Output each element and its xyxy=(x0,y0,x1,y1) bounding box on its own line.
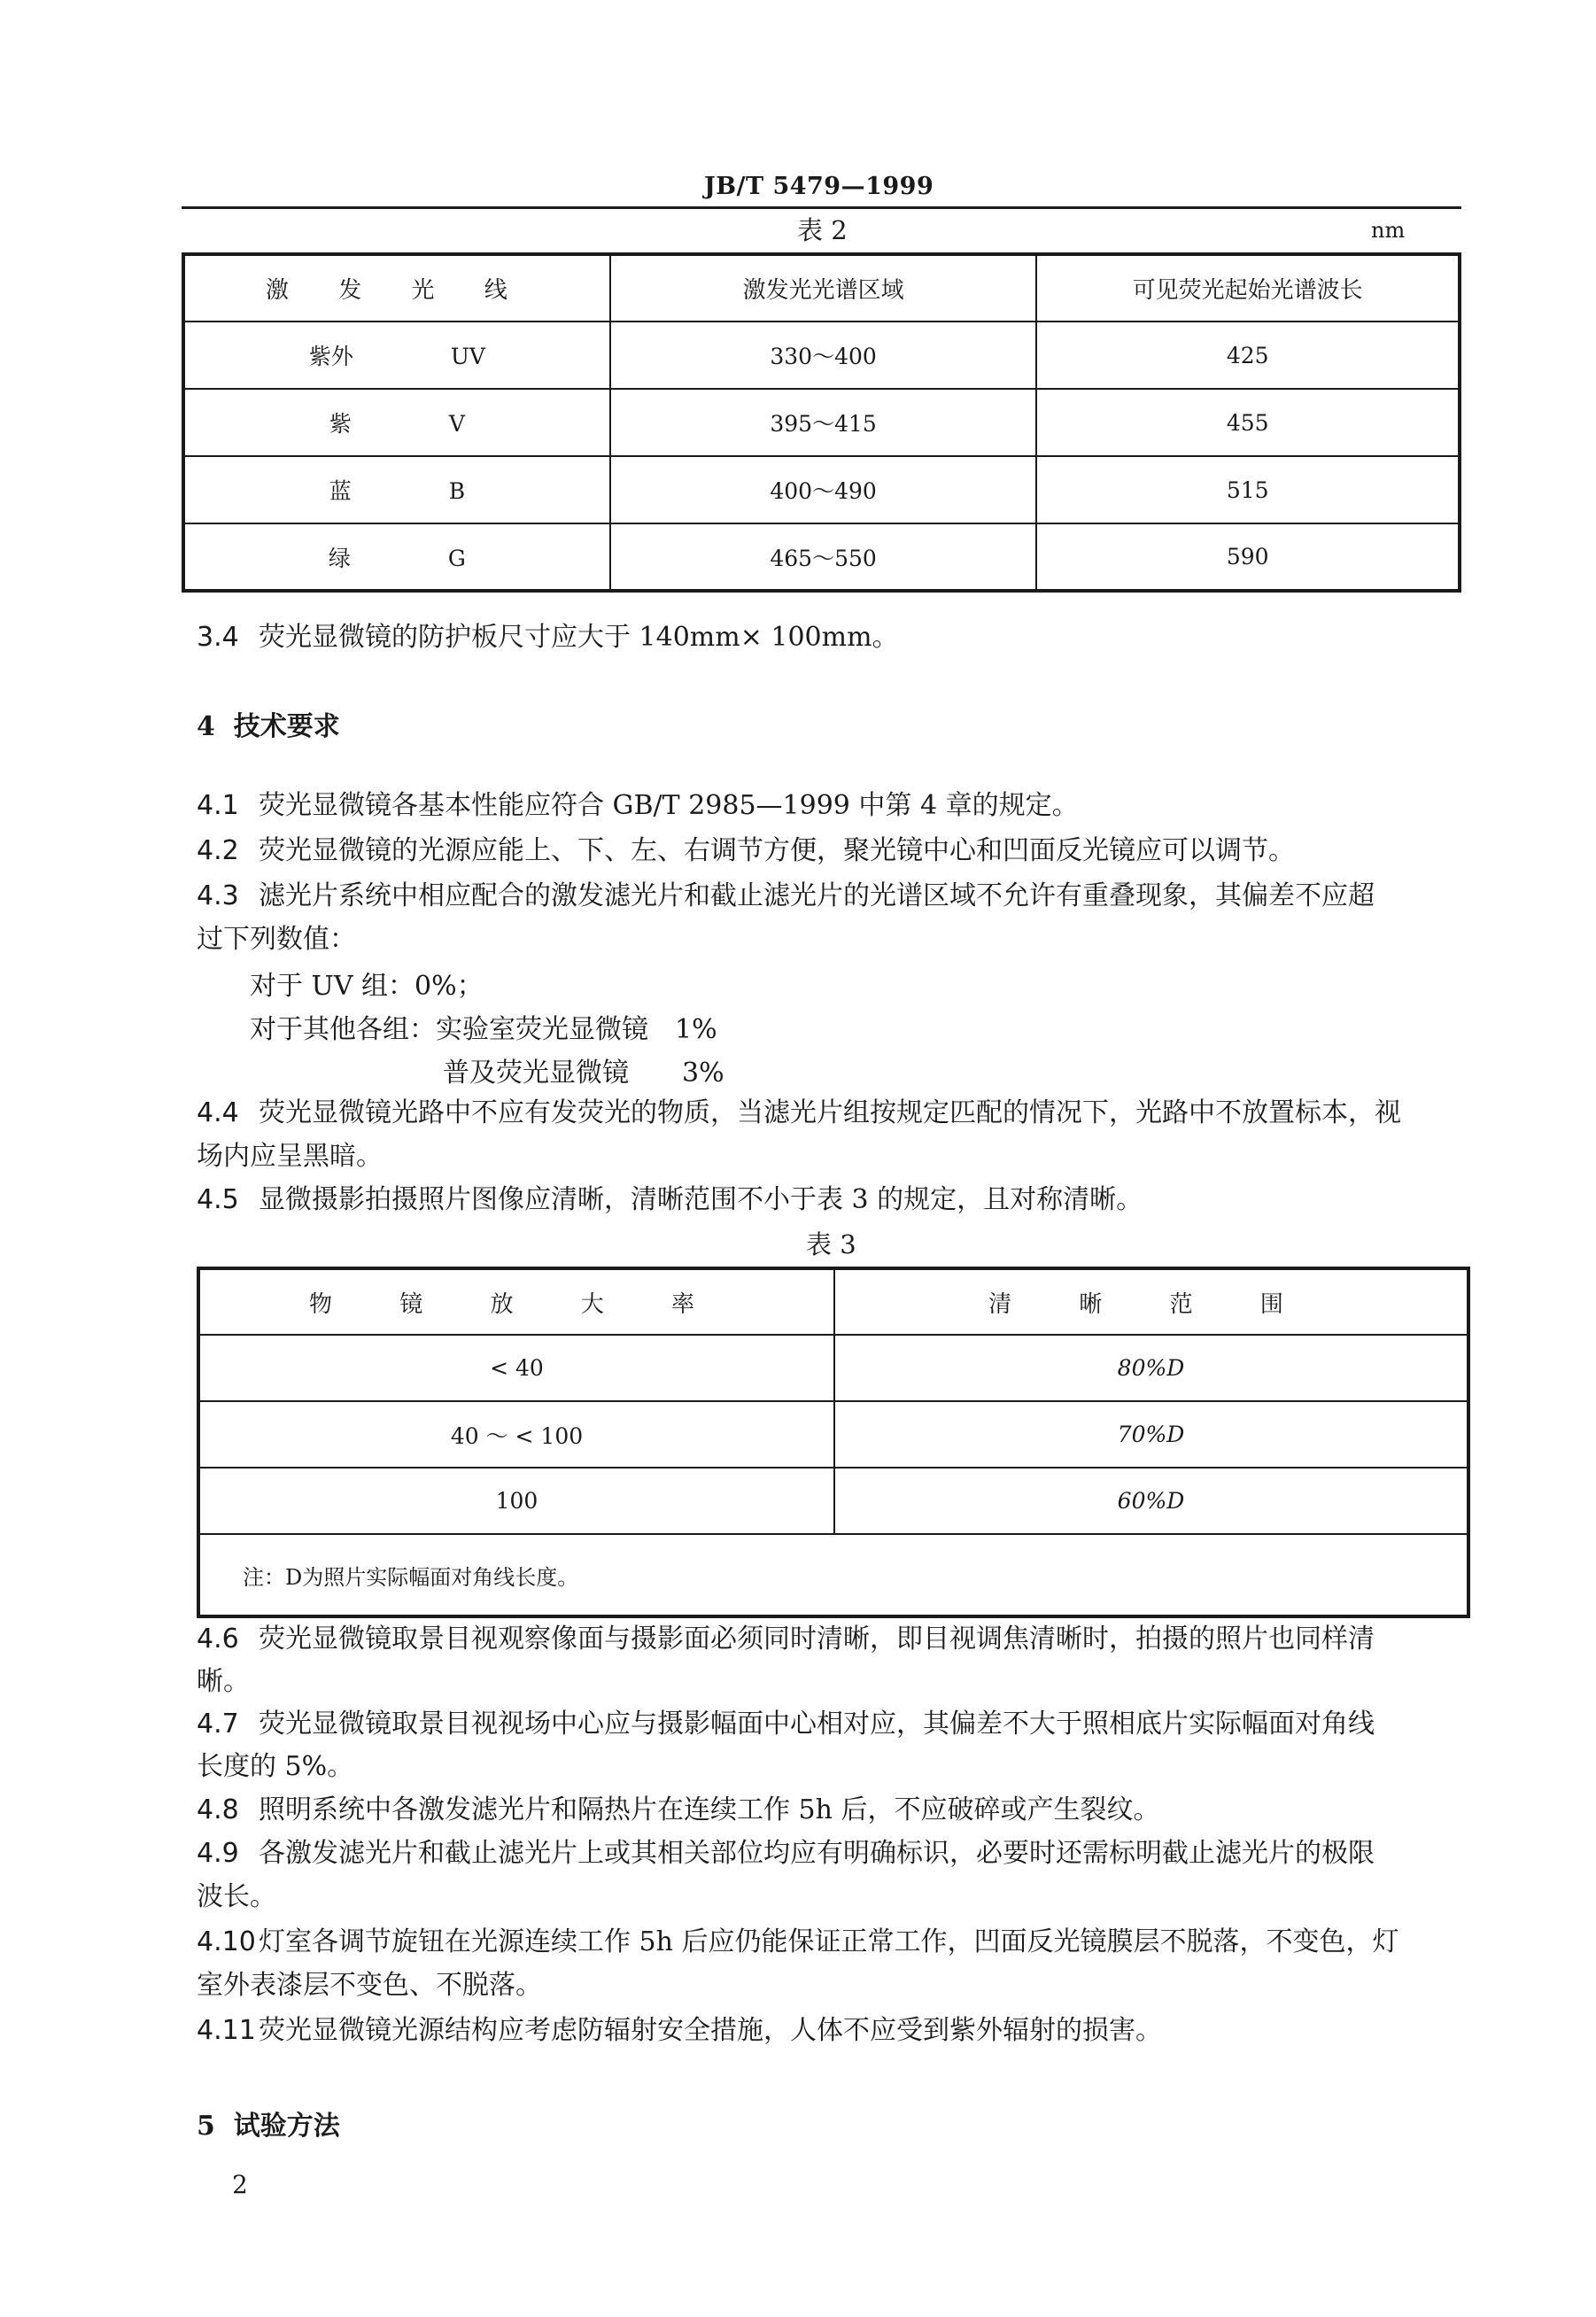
light-code: G xyxy=(447,545,466,571)
table2-header-cell: 可见荧光起始光谱波长 xyxy=(1036,254,1460,322)
table-cell: 425 xyxy=(1036,322,1460,389)
table-row xyxy=(183,523,1460,591)
table-cell: 70%D xyxy=(834,1401,1468,1468)
table2-header-cell: 激发光光谱区域 xyxy=(610,254,1037,322)
paragraph-4-7 xyxy=(197,1702,1472,1746)
clause-text: 荧光显微镜取景目视观察像面与摄影面必须同时清晰，即目视调焦清晰时，拍摄的照片也同样清 xyxy=(259,1623,1375,1654)
paragraph-4-4 xyxy=(197,1091,1472,1135)
table3-note-row xyxy=(198,1534,1468,1616)
table-cell: < 40 xyxy=(198,1335,834,1401)
section-number: 5 xyxy=(197,2111,215,2142)
table-cell: 455 xyxy=(1036,389,1460,456)
paragraph-4-9-cont: 波长。 xyxy=(197,1881,276,1912)
table-cell: 400～490 xyxy=(610,456,1037,523)
clause-number: 4.2 xyxy=(197,835,239,866)
table-cell: 395～415 xyxy=(610,389,1037,456)
table-row xyxy=(183,389,1460,456)
clause-text: 荧光显微镜各基本性能应符合 GB/T 2985—1999 中第 4 章的规定。 xyxy=(259,790,1079,821)
table2-header-row xyxy=(183,254,1460,322)
clause-text: 灯室各调节旋钮在光源连续工作 5h 后应仍能保证正常工作，凹面反光镜膜层不脱落，不变色，灯 xyxy=(259,1926,1399,1957)
paragraph-4-6-cont: 晰。 xyxy=(197,1666,250,1697)
table2-header-cell: 激 发 光 线 xyxy=(183,254,610,322)
section-4-heading xyxy=(197,704,340,743)
clause-text: 荧光显微镜光路中不应有发荧光的物质，当滤光片组按规定匹配的情况下，光路中不放置标本，视 xyxy=(259,1097,1401,1128)
paragraph-3-4 xyxy=(197,616,1472,659)
clause-number: 4.11 xyxy=(197,2015,256,2046)
paragraph-4-1 xyxy=(197,784,1472,827)
clause-text: 滤光片系统中相应配合的激发滤光片和截止滤光片的光谱区域不允许有重叠现象，其偏差不应超 xyxy=(259,880,1375,911)
table-cell: 465～550 xyxy=(610,523,1037,591)
uv-group-value: 对于 UV 组：0%； xyxy=(250,971,484,1002)
section-title: 试验方法 xyxy=(233,2111,340,2142)
light-code: B xyxy=(448,478,466,504)
paragraph-4-7-cont: 长度的 5%。 xyxy=(197,1751,354,1782)
clause-text: 荧光显微镜取景目视视场中心应与摄影幅面中心相对应，其偏差不大于照相底片实际幅面对角线 xyxy=(259,1709,1375,1740)
light-code: V xyxy=(448,411,465,437)
clause-number: 4.7 xyxy=(197,1709,239,1740)
paragraph-4-9 xyxy=(197,1832,1472,1875)
table-cell: 590 xyxy=(1036,523,1460,591)
clause-number: 4.5 xyxy=(197,1184,239,1215)
clause-text: 荧光显微镜的防护板尺寸应大于 140mm× 100mm。 xyxy=(259,622,899,653)
table-cell: 100 xyxy=(198,1468,834,1534)
table2-caption: 表 2 xyxy=(797,215,848,245)
clause-number: 4.9 xyxy=(197,1838,239,1869)
paragraph-4-5 xyxy=(197,1178,1472,1221)
light-name: 绿 xyxy=(328,545,351,571)
table2 xyxy=(182,252,1461,593)
table-row xyxy=(183,456,1460,523)
clause-number: 4.1 xyxy=(197,790,239,821)
light-name: 蓝 xyxy=(329,478,352,504)
paragraph-4-10 xyxy=(197,1920,1472,1964)
standard-code: JB/T 5479—1999 xyxy=(704,173,934,200)
clause-number: 4.4 xyxy=(197,1097,239,1128)
light-code: UV xyxy=(450,344,485,369)
clause-text: 荧光显微镜光源结构应考虑防辐射安全措施，人体不应受到紫外辐射的损害。 xyxy=(259,2015,1162,2046)
table-cell xyxy=(183,523,610,591)
clause-text: 显微摄影拍摄照片图像应清晰，清晰范围不小于表 3 的规定，且对称清晰。 xyxy=(259,1184,1143,1215)
section-5-heading xyxy=(197,2104,340,2143)
table3-note: 注：D为照片实际幅面对角线长度。 xyxy=(198,1534,1468,1616)
table3-header-row xyxy=(198,1268,1468,1335)
paragraph-4-8 xyxy=(197,1788,1472,1832)
table3-header-cell: 物 镜 放 大 率 xyxy=(198,1268,834,1335)
clause-text: 各激发滤光片和截止滤光片上或其相关部位均应有明确标识，必要时还需标明截止滤光片的极限 xyxy=(259,1838,1375,1869)
table3-header-cell: 清 晰 范 围 xyxy=(834,1268,1468,1335)
table-cell xyxy=(183,389,610,456)
clause-number: 4.3 xyxy=(197,880,239,911)
clause-number: 4.8 xyxy=(197,1794,239,1825)
table-row xyxy=(183,322,1460,389)
other-groups-lab-value: 对于其他各组：实验室荧光显微镜 1% xyxy=(250,1014,717,1045)
section-title: 技术要求 xyxy=(233,711,340,742)
paragraph-4-3-cont: 过下列数值： xyxy=(197,924,356,955)
table-cell: 60%D xyxy=(834,1468,1468,1534)
header-rule xyxy=(182,206,1461,209)
table3 xyxy=(197,1267,1470,1618)
section-number: 4 xyxy=(197,711,215,742)
clause-text: 照明系统中各激发滤光片和隔热片在连续工作 5h 后，不应破碎或产生裂纹。 xyxy=(259,1794,1160,1825)
paragraph-4-3 xyxy=(197,874,1472,918)
paragraph-4-4-cont: 场内应呈黑暗。 xyxy=(197,1141,383,1172)
clause-number: 4.6 xyxy=(197,1623,239,1654)
table-row xyxy=(198,1401,1468,1468)
clause-number: 3.4 xyxy=(197,622,239,653)
light-name: 紫 xyxy=(329,411,352,437)
page-number: 2 xyxy=(232,2170,248,2199)
paragraph-4-2 xyxy=(197,829,1472,872)
table-cell xyxy=(183,322,610,389)
clause-number: 4.10 xyxy=(197,1926,256,1957)
table-cell: 330～400 xyxy=(610,322,1037,389)
other-groups-basic-value: 普及荧光显微镜 3% xyxy=(443,1058,724,1089)
table-cell: 515 xyxy=(1036,456,1460,523)
table-cell xyxy=(183,456,610,523)
paragraph-4-11 xyxy=(197,2009,1472,2052)
table2-unit: nm xyxy=(1371,218,1406,243)
table-row xyxy=(198,1468,1468,1534)
table-cell: 40 ～ < 100 xyxy=(198,1401,834,1468)
light-name: 紫外 xyxy=(308,344,353,369)
paragraph-4-10-cont: 室外表漆层不变色、不脱落。 xyxy=(197,1970,542,2001)
table-row xyxy=(198,1335,1468,1401)
table3-caption: 表 3 xyxy=(806,1229,856,1259)
table-cell: 80%D xyxy=(834,1335,1468,1401)
paragraph-4-6 xyxy=(197,1617,1472,1661)
clause-text: 荧光显微镜的光源应能上、下、左、右调节方便，聚光镜中心和凹面反光镜应可以调节。 xyxy=(259,835,1295,866)
